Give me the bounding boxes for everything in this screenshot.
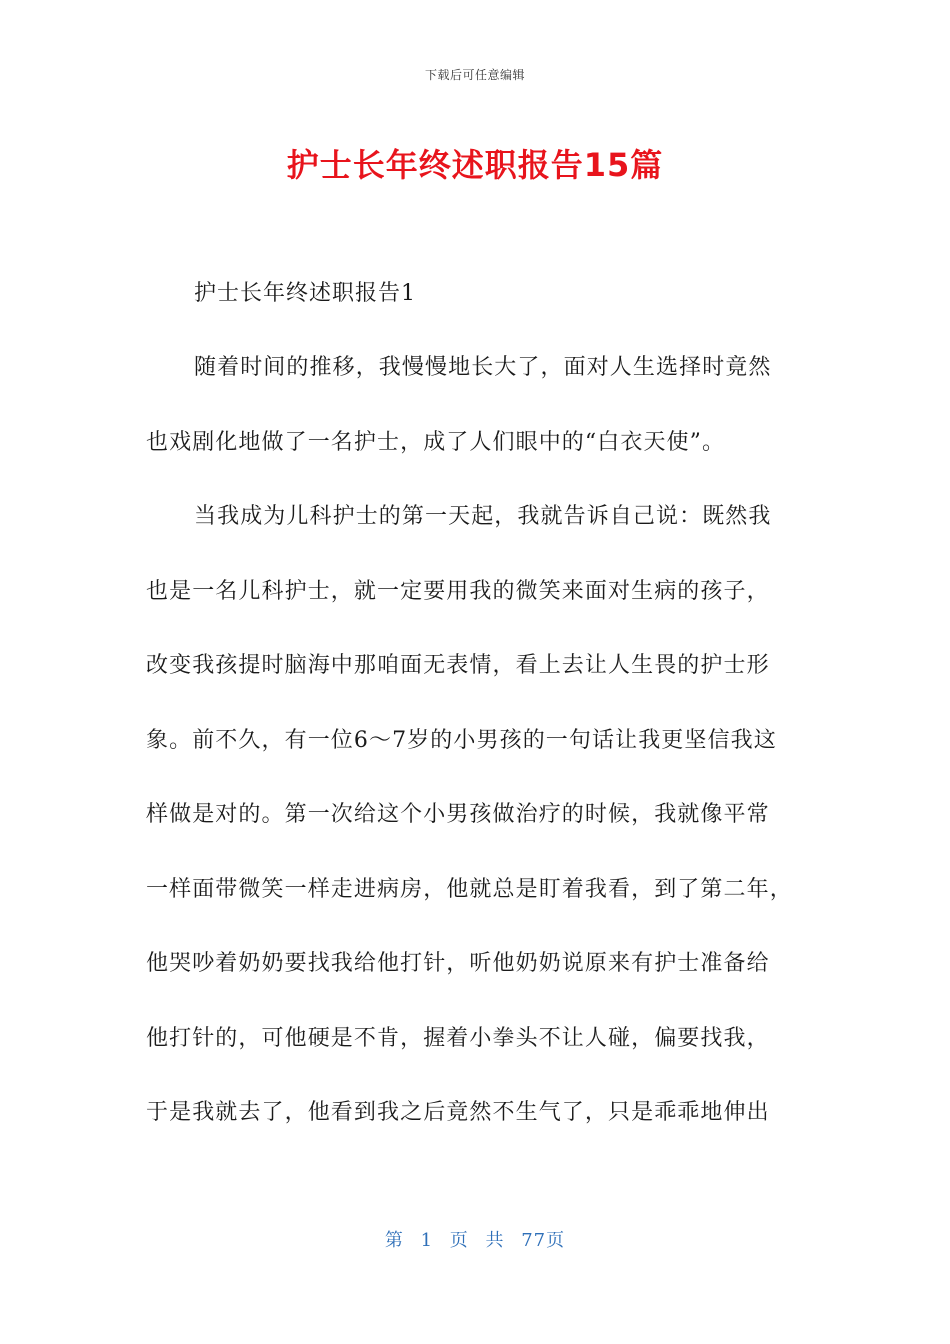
footer-total-prefix: 共 — [485, 1230, 505, 1251]
body-text — [146, 348, 806, 1168]
paragraph-line: 象。前不久，有一位6～7岁的小男孩的一句话让我更坚信我这 — [146, 727, 777, 753]
page-number-footer — [0, 1226, 950, 1252]
footer-prefix: 第 — [384, 1230, 404, 1251]
paragraph-line: 样做是对的。第一次给这个小男孩做治疗的时候，我就像平常 — [146, 802, 770, 827]
current-page-number: 1 — [420, 1230, 434, 1251]
paragraph-line: 当我成为儿科护士的第一天起，我就告诉自己说：既然我 — [194, 504, 772, 529]
paragraph-line: 也戏剧化地做了一名护士，成了人们眼中的“白衣天使”。 — [146, 429, 726, 455]
section-heading: 护士长年终述职报告1 — [194, 281, 416, 306]
paragraph-line: 改变我孩提时脑海中那咱面无表情，看上去让人生畏的护士形 — [146, 653, 770, 678]
total-pages: 77页 — [521, 1230, 566, 1251]
paragraph-line: 于是我就去了，他看到我之后竟然不生气了，只是乖乖地伸出 — [146, 1100, 770, 1125]
header-note: 下载后可任意编辑 — [424, 68, 525, 82]
paragraph-line: 随着时间的推移，我慢慢地长大了，面对人生选择时竟然 — [194, 355, 772, 380]
paragraph-line: 他打针的，可他硬是不肯，握着小拳头不让人碰，偏要找我， — [146, 1025, 770, 1051]
paragraph-line: 也是一名儿科护士，就一定要用我的微笑来面对生病的孩子， — [146, 578, 770, 604]
footer-page-word: 页 — [449, 1230, 469, 1251]
document-title: 护士长年终述职报告15篇 — [286, 146, 664, 184]
paragraph-line: 他哭吵着奶奶要找我给他打针，听他奶奶说原来有护士准备给 — [146, 951, 770, 976]
paragraph-line: 一样面带微笑一样走进病房，他就总是盯着我看，到了第二年， — [146, 876, 793, 902]
